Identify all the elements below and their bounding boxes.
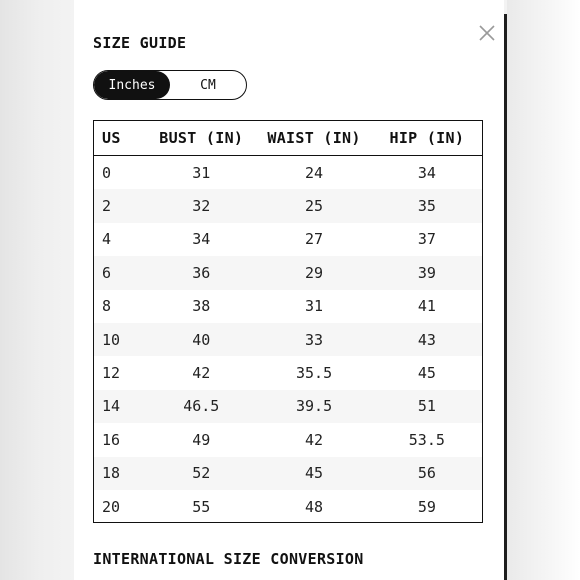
cell-us: 12 [102, 364, 121, 383]
cell-waist: 31 [305, 297, 324, 316]
cell-hip: 59 [417, 497, 436, 516]
cell-waist: 35.5 [295, 364, 333, 383]
modal-scroll-edge [504, 14, 507, 580]
cell-bust: 32 [146, 189, 256, 222]
cell-waist: 33 [256, 323, 371, 356]
size-guide-modal [74, 0, 504, 580]
cell-hip: 41 [417, 297, 436, 316]
cell-us: 20 [102, 497, 121, 516]
cell-us: 2 [94, 189, 146, 222]
cell-bust: 55 [192, 497, 211, 516]
cell-waist: 45 [256, 457, 371, 490]
table-row [94, 156, 482, 190]
cell-waist: 29 [256, 256, 371, 289]
cell-bust: 36 [146, 256, 256, 289]
table-row [94, 423, 482, 456]
cell-us: 10 [94, 323, 146, 356]
cell-us: 14 [94, 390, 146, 423]
cell-bust: 52 [146, 457, 256, 490]
table-row [94, 490, 482, 523]
cell-bust: 40 [146, 323, 256, 356]
cell-hip: 45 [417, 364, 436, 383]
cell-us: 16 [102, 430, 121, 449]
header-waist: WAIST (IN) [256, 121, 371, 156]
cell-bust: 34 [192, 230, 211, 249]
cell-waist: 48 [305, 497, 324, 516]
close-icon-glyph [478, 24, 496, 42]
cell-us: 6 [94, 256, 146, 289]
table-row [94, 290, 482, 323]
cell-hip: 37 [417, 230, 436, 249]
header-hip: HIP (IN) [372, 121, 482, 156]
toggle-inches[interactable]: Inches [94, 71, 170, 99]
cell-hip: 51 [372, 390, 482, 423]
cell-bust: 31 [192, 163, 211, 182]
cell-bust: 46.5 [146, 390, 256, 423]
cell-us: 18 [94, 457, 146, 490]
cell-hip: 56 [372, 457, 482, 490]
size-table [93, 120, 483, 523]
background-right [507, 0, 580, 580]
table-row [94, 223, 482, 256]
cell-bust: 38 [192, 297, 211, 316]
toggle-cm[interactable]: CM [200, 77, 216, 93]
table-header-row [94, 121, 482, 156]
cell-hip: 53.5 [408, 430, 445, 449]
cell-hip: 43 [372, 323, 482, 356]
header-us: US [94, 121, 146, 156]
table-row [94, 189, 482, 222]
cell-waist: 42 [305, 430, 324, 449]
international-section-title: INTERNATIONAL SIZE CONVERSION [93, 550, 364, 568]
modal-title: SIZE GUIDE [93, 34, 187, 52]
cell-waist: 25 [256, 189, 371, 222]
cell-us: 4 [102, 230, 112, 249]
table-row [94, 390, 482, 423]
table-row [94, 323, 482, 356]
cell-waist: 27 [305, 230, 324, 249]
cell-waist: 39.5 [256, 390, 371, 423]
cell-waist: 24 [305, 163, 324, 182]
unit-toggle [93, 70, 247, 100]
table-row [94, 457, 482, 490]
header-bust: BUST (IN) [146, 121, 256, 156]
cell-bust: 49 [192, 430, 211, 449]
table-row [94, 256, 482, 289]
cell-hip: 39 [372, 256, 482, 289]
cell-hip: 35 [372, 189, 482, 222]
close-icon[interactable] [478, 24, 496, 42]
cell-us: 0 [102, 163, 112, 182]
cell-hip: 34 [417, 163, 436, 182]
cell-us: 8 [102, 297, 112, 316]
cell-bust: 42 [192, 364, 211, 383]
table-row [94, 356, 482, 389]
